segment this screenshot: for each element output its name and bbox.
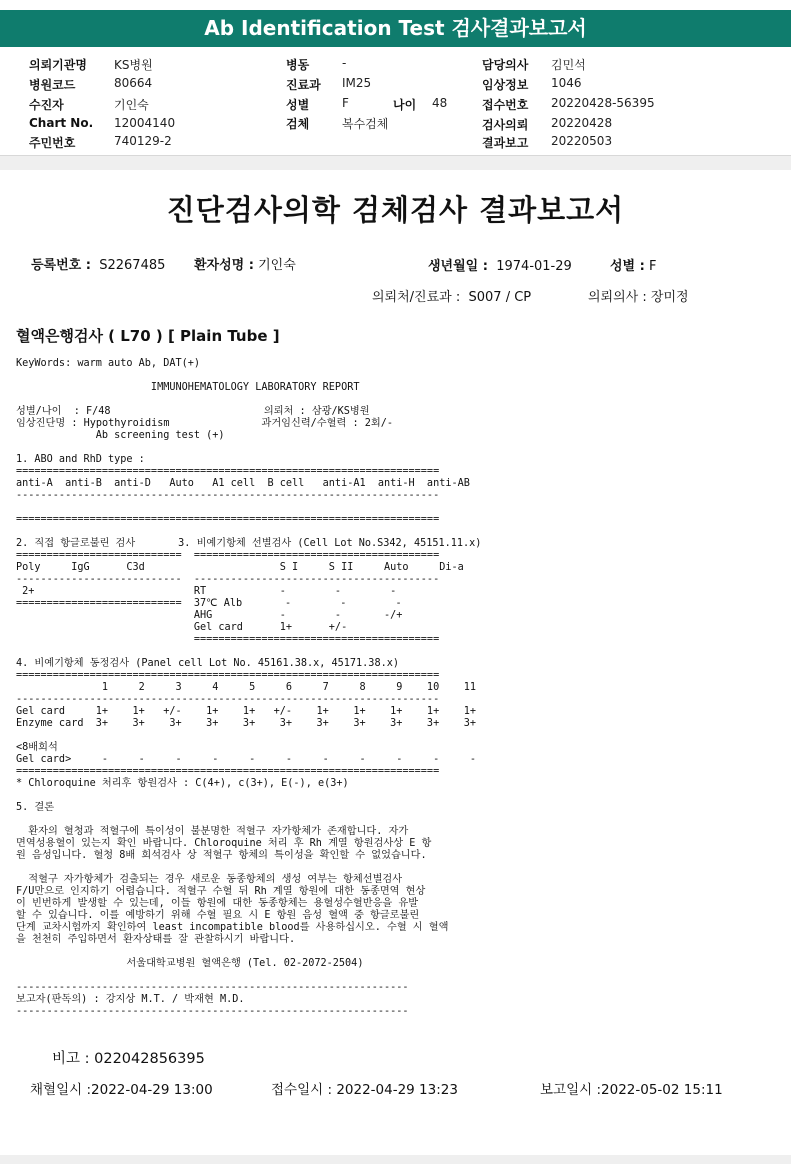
hospital-code-value: 80664	[114, 76, 153, 90]
section-divider	[0, 156, 791, 170]
section-heading: 혈액은행검사 ( L70 ) [ Plain Tube ]	[16, 327, 280, 345]
reported-value: 2022-05-02 15:11	[601, 1082, 723, 1098]
collect-time	[30, 1078, 213, 1098]
specimen-value: 복수검체	[342, 117, 389, 131]
clinical-value: 1046	[551, 76, 582, 90]
collect-label: 채혈일시 :	[30, 1082, 92, 1098]
reg-label: 등록번호 :	[31, 258, 91, 273]
sex-value: F	[342, 96, 349, 110]
paper-sex-label: 성별 :	[610, 259, 645, 274]
doctor-value: 김민석	[551, 58, 586, 72]
dob	[428, 255, 572, 274]
paper-title: 진단검사의학 검체검사 결과보고서	[166, 193, 625, 227]
paper-sex	[610, 255, 656, 274]
receipt-label: 접수번호	[482, 98, 529, 112]
ward-label: 병동	[286, 58, 310, 72]
patient-label: 수진자	[29, 98, 64, 112]
chart-label: Chart No.	[29, 116, 94, 130]
refdoc-label: 의뢰의사 :	[588, 290, 647, 305]
rrn-label: 주민번호	[29, 136, 76, 150]
request-value: 20220428	[551, 116, 613, 130]
patient-info-header	[0, 47, 791, 156]
report-time	[540, 1078, 723, 1098]
dob-label: 생년월일 :	[428, 259, 488, 274]
note-value: 022042856395	[94, 1051, 205, 1067]
doctor-label: 담당의사	[482, 58, 529, 72]
receive-time	[271, 1078, 458, 1098]
paper-sex-value: F	[648, 259, 657, 274]
report-value: 20220503	[551, 134, 613, 148]
name-label: 환자성명 :	[194, 258, 254, 273]
note-label: 비고 :	[52, 1051, 90, 1067]
ref-label: 의뢰처/진료과 :	[372, 290, 461, 305]
institution-label: 의뢰기관명	[29, 58, 87, 72]
ref-value: S007 / CP	[468, 290, 532, 305]
chart-value: 12004140	[114, 116, 176, 130]
age-value: 48	[432, 96, 448, 110]
referral	[372, 286, 531, 305]
refdoc-value: 장미정	[650, 290, 689, 305]
request-label: 검사의뢰	[482, 118, 529, 132]
age-label: 나이	[393, 98, 417, 112]
receive-label: 접수일시 :	[271, 1082, 333, 1098]
dob-value: 1974-01-29	[496, 259, 572, 274]
report-label: 결과보고	[482, 136, 529, 150]
name-value: 기인숙	[258, 258, 296, 273]
dept-value: IM25	[342, 76, 372, 90]
reg-no	[31, 254, 165, 273]
hospital-code-label: 병원코드	[29, 78, 76, 92]
receipt-value: 20220428-56395	[551, 96, 655, 110]
reg-value: S2267485	[99, 258, 166, 273]
reported-label: 보고일시 :	[540, 1082, 602, 1098]
specimen-label: 검체	[286, 117, 310, 131]
note	[52, 1047, 205, 1068]
report-title: Ab Identification Test 검사결과보고서	[204, 16, 587, 40]
report-title-bar	[0, 10, 791, 47]
referring-doctor	[588, 286, 689, 305]
ward-value: -	[342, 56, 347, 70]
clinical-label: 임상정보	[482, 78, 529, 92]
institution-value: KS병원	[114, 58, 153, 72]
collect-value: 2022-04-29 13:00	[91, 1082, 213, 1098]
dept-label: 진료과	[286, 78, 321, 92]
lab-report-body: KeyWords: warm auto Ab, DAT(+) IMMUNOHEMATOLOGY LABORATORY REPORT 성별/나이 : F/48 의뢰처 : 삼광/KS병원 임상진단명 : Hypothyroidism 과거임신력/수혈력 : 2회/- Ab screening test (+) 1. ABO and RhD type : ===================================================================== anti-A anti-B anti-D Auto A1 cell B cell anti-A1 anti-H anti-AB --------------------------------------------------------------------- ===================================================================== 2. 직접 항글로불린 검사 3. 비예기항체 선별검사 (Cell Lot No.S342, 45151.11.x) =========================== ======================================== Poly IgG C3d S I S II Auto Di-a --------------------------- ---------------------------------------- 2+ RT - - - =========================== 37℃ Alb - - - AHG - - -/+ Gel card 1+ +/- ======================================== 4. 비예기항체 동정검사 (Panel cell Lot No. 45161.38.x, 45171.38.x) ===================================================================== 1 2 3 4 5 6 7 8 9 10 11 --------------------------------------------------------------------- Gel card 1+ 1+ +/- 1+ 1+ +/- 1+ 1+ 1+ 1+ 1+ Enzyme card 3+ 3+ 3+ 3+ 3+ 3+ 3+ 3+ 3+ 3+ 3+ <8배희석 Gel card> - - - - - - - - - - - ===================================================================== * Chloroquine 처리후 항원검사 : C(4+), c(3+), E(-), e(3+) 5. 결론 환자의 혈청과 적혈구에 특이성이 불분명한 적혈구 자가항체가 존재합니다. 자가 면역성용혈이 있는지 확인 바랍니다. Chloroquine 처리 후 Rh 계열 항원검사상 E 항 원 음성입니다. 혈청 8배 희석검사 상 적혈구 항체의 특이성을 확인할 수 없었습니다. 적혈구 자가항체가 검출되는 경우 새로운 동종항체의 생성 여부는 항체선별검사 F/U만으로 인지하기 어렵습니다. 적혈구 수혈 뒤 Rh 계열 항원에 대한 동종면역 현상 이 빈번하게 발생할 수 있는데, 이들 항원에 대한 동종항체는 용혈성수혈반응을 유발 할 수 있습니다. 이를 예방하기 위해 수혈 필요 시 E 항원 음성 혈액 중 항글로불린 단계 교차시험까지 확인하여 least incompatible blood를 사용하십시오. 수혈 시 혈액 을 천천히 주입하면서 환자상태를 잘 관찰하시기 바랍니다. 서울대학교병원 혈액은행 (Tel. 02-2072-2504) ---------------------------------------------------------------- 보고자(판독의) : 강지상 M.T. / 박재현 M.D. ----------------------------------------------------------------	[16, 358, 482, 1017]
patient-name	[194, 254, 296, 273]
receive-value: 2022-04-29 13:23	[336, 1082, 458, 1098]
rrn-value: 740129-2	[114, 134, 172, 148]
sex-label: 성별	[286, 98, 310, 112]
bottom-strip	[0, 1155, 791, 1164]
patient-value: 기인숙	[114, 98, 149, 112]
